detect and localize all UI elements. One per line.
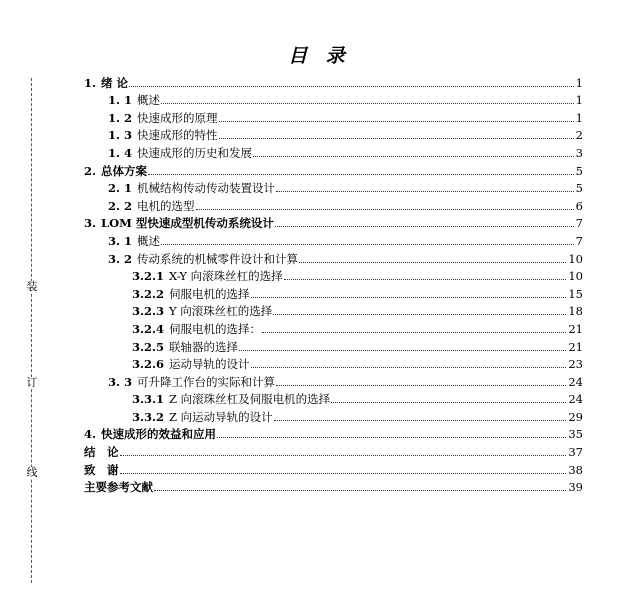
toc-page-number: 29 — [568, 409, 583, 424]
toc-entry[interactable] — [84, 336, 583, 354]
toc-entry-text: 致 谢 — [84, 462, 119, 477]
toc-entry-text: 运动导轨的设计 — [169, 357, 250, 372]
toc-page-number: 24 — [568, 374, 583, 389]
toc-dot-leader — [217, 437, 566, 438]
toc-entry[interactable] — [84, 406, 583, 424]
toc-page-number: 15 — [568, 286, 583, 301]
toc-entry-label — [84, 445, 119, 459]
toc-entry[interactable] — [84, 459, 583, 477]
toc-page-number: 23 — [568, 357, 583, 372]
toc-dot-leader — [161, 244, 574, 245]
toc-entry-text: 结 论 — [84, 445, 119, 460]
toc-dot-leader — [219, 138, 574, 139]
toc-page-number: 5 — [575, 181, 583, 196]
toc-entry[interactable] — [84, 178, 583, 196]
toc-entry-number: 1. 2 — [108, 110, 133, 125]
toc-entry-number: 3.2.2 — [132, 286, 165, 301]
toc-entry-text: 绪 论 — [101, 75, 129, 90]
toc-entry-text: X-Y 向滚珠丝杠的选择 — [169, 269, 283, 284]
toc-dot-leader — [161, 103, 574, 104]
toc-entry-text: 联轴器的选择 — [169, 339, 239, 354]
toc-entry-number: 3.3.1 — [132, 392, 165, 407]
toc-entry-number: 3.3.2 — [132, 409, 165, 424]
toc-entry-number: 3. — [84, 216, 97, 231]
toc-entry-label — [132, 269, 283, 283]
toc-dot-leader — [284, 279, 567, 280]
binding-mark-xian: 线 — [26, 466, 38, 479]
toc-page-number: 24 — [568, 392, 583, 407]
toc-entry[interactable] — [84, 142, 583, 160]
toc-entry-number: 3. 1 — [108, 233, 133, 248]
toc-dot-leader — [262, 332, 566, 333]
toc-entry-text: 机械结构传动传动装置设计 — [137, 181, 276, 196]
toc-entry[interactable] — [84, 72, 583, 90]
toc-entry-number: 1. 4 — [108, 145, 133, 160]
binding-dashed-line — [31, 78, 32, 583]
toc-entry[interactable] — [84, 354, 583, 372]
page-title: 目 录 — [288, 45, 351, 67]
toc-entry-text: 可升降工作台的实际和计算 — [137, 374, 276, 389]
toc-entry-text: 电机的选型 — [137, 198, 195, 213]
toc-page-number: 10 — [568, 251, 583, 266]
toc-dot-leader — [196, 209, 574, 210]
toc-entry-number: 3.2.4 — [132, 321, 165, 336]
toc-entry-label — [132, 287, 250, 301]
toc-page-number: 1 — [575, 75, 583, 90]
toc-entry-label — [84, 164, 147, 178]
toc-dot-leader — [276, 385, 566, 386]
toc-page-number: 1 — [575, 110, 583, 125]
toc-entry[interactable] — [84, 283, 583, 301]
toc-entry[interactable] — [84, 125, 583, 143]
toc-page-number: 18 — [568, 304, 583, 319]
toc-entry-label — [108, 252, 298, 266]
toc-entry-label — [132, 322, 261, 336]
toc-entry-text: 快速成形的效益和应用 — [101, 427, 217, 442]
toc-entry[interactable] — [84, 424, 583, 442]
toc-page-number: 35 — [568, 427, 583, 442]
toc-entry-text: 传动系统的机械零件设计和计算 — [137, 251, 299, 266]
binding-mark-ding: 订 — [26, 376, 38, 389]
toc-dot-leader — [331, 402, 566, 403]
toc-entry-label — [84, 76, 128, 90]
toc-entry-number: 3.2.5 — [132, 339, 165, 354]
toc-dot-leader — [253, 156, 574, 157]
toc-entry-text: 快速成形的特性 — [137, 128, 218, 143]
toc-entry-text: Z 向滚珠丝杠及伺服电机的选择 — [169, 392, 331, 407]
toc-entry[interactable] — [84, 318, 583, 336]
toc-entry-text: 伺服电机的选择： — [169, 321, 262, 336]
toc-page-number: 7 — [575, 216, 583, 231]
toc-entry-number: 1. — [84, 75, 97, 90]
toc-page-number: 7 — [575, 233, 583, 248]
toc-entry[interactable] — [84, 230, 583, 248]
toc-entry-text: 总体方案 — [101, 163, 148, 178]
toc-page-number: 10 — [568, 269, 583, 284]
toc-entry-text: 概述 — [137, 233, 161, 248]
table-of-contents — [84, 72, 583, 494]
toc-page-number: 6 — [575, 198, 583, 213]
toc-entry-label — [132, 357, 250, 371]
toc-entry-label — [84, 480, 153, 494]
toc-page-number: 2 — [575, 128, 583, 143]
toc-entry-label — [132, 340, 238, 354]
toc-dot-leader — [251, 297, 567, 298]
toc-entry[interactable] — [84, 107, 583, 125]
toc-entry-number: 2. — [84, 163, 97, 178]
toc-entry[interactable] — [84, 195, 583, 213]
toc-entry-text: 快速成形的历史和发展 — [137, 145, 253, 160]
toc-dot-leader — [274, 420, 567, 421]
toc-entry[interactable] — [84, 389, 583, 407]
toc-page-number: 21 — [568, 321, 583, 336]
toc-dot-leader — [273, 314, 566, 315]
toc-entry[interactable] — [84, 477, 583, 495]
toc-entry-label — [108, 234, 160, 248]
toc-entry-number: 3.2.3 — [132, 304, 165, 319]
toc-dot-leader — [129, 86, 574, 87]
toc-entry-number: 2. 1 — [108, 181, 133, 196]
toc-page-number: 21 — [568, 339, 583, 354]
toc-dot-leader — [148, 174, 574, 175]
toc-entry-label — [108, 93, 160, 107]
toc-entry-number: 3. 3 — [108, 374, 133, 389]
toc-entry-text: Z 向运动导轨的设计 — [169, 409, 273, 424]
toc-entry[interactable] — [84, 266, 583, 284]
toc-entry-text: 主要参考文献 — [84, 480, 153, 495]
toc-dot-leader — [120, 473, 567, 474]
toc-entry-label — [108, 146, 252, 160]
toc-entry-number: 3.2.1 — [132, 269, 165, 284]
toc-entry-label — [108, 128, 218, 142]
toc-page-number: 5 — [575, 163, 583, 178]
toc-entry[interactable] — [84, 301, 583, 319]
toc-entry[interactable] — [84, 160, 583, 178]
toc-dot-leader — [276, 191, 574, 192]
toc-entry[interactable] — [84, 441, 583, 459]
toc-entry-label — [132, 392, 330, 406]
toc-entry-text: LOM 型快速成型机传动系统设计 — [101, 216, 274, 231]
toc-entry-text: 快速成形的原理 — [137, 110, 218, 125]
toc-page-number: 37 — [568, 445, 583, 460]
toc-entry-text: 伺服电机的选择 — [169, 286, 250, 301]
toc-entry[interactable] — [84, 371, 583, 389]
toc-entry-number: 2. 2 — [108, 198, 133, 213]
toc-entry[interactable] — [84, 213, 583, 231]
toc-entry-label — [108, 199, 195, 213]
toc-dot-leader — [299, 262, 566, 263]
toc-entry-number: 1. 3 — [108, 128, 133, 143]
toc-entry-label — [108, 181, 275, 195]
toc-page-number: 38 — [568, 462, 583, 477]
toc-entry-number: 1. 1 — [108, 93, 133, 108]
toc-entry-label — [84, 463, 119, 477]
toc-entry-label — [84, 216, 274, 230]
toc-entry-text: Y 向滚珠丝杠的选择 — [169, 304, 273, 319]
toc-entry-label — [84, 427, 216, 441]
toc-dot-leader — [275, 226, 574, 227]
toc-entry-label — [132, 304, 272, 318]
toc-dot-leader — [239, 350, 566, 351]
toc-entry-label — [108, 111, 218, 125]
toc-dot-leader — [251, 367, 567, 368]
toc-entry[interactable] — [84, 248, 583, 266]
toc-entry[interactable] — [84, 90, 583, 108]
toc-dot-leader — [219, 121, 574, 122]
toc-page-number: 3 — [575, 145, 583, 160]
toc-entry-label — [108, 375, 275, 389]
toc-entry-number: 3.2.6 — [132, 357, 165, 372]
toc-dot-leader — [154, 490, 566, 491]
toc-page-number: 39 — [568, 480, 583, 495]
toc-entry-label — [132, 410, 273, 424]
toc-page-number: 1 — [575, 93, 583, 108]
toc-dot-leader — [120, 455, 567, 456]
toc-entry-number: 4. — [84, 427, 97, 442]
toc-entry-number: 3. 2 — [108, 251, 133, 266]
toc-entry-text: 概述 — [137, 93, 161, 108]
binding-mark-zhuang: 装 — [26, 280, 38, 293]
